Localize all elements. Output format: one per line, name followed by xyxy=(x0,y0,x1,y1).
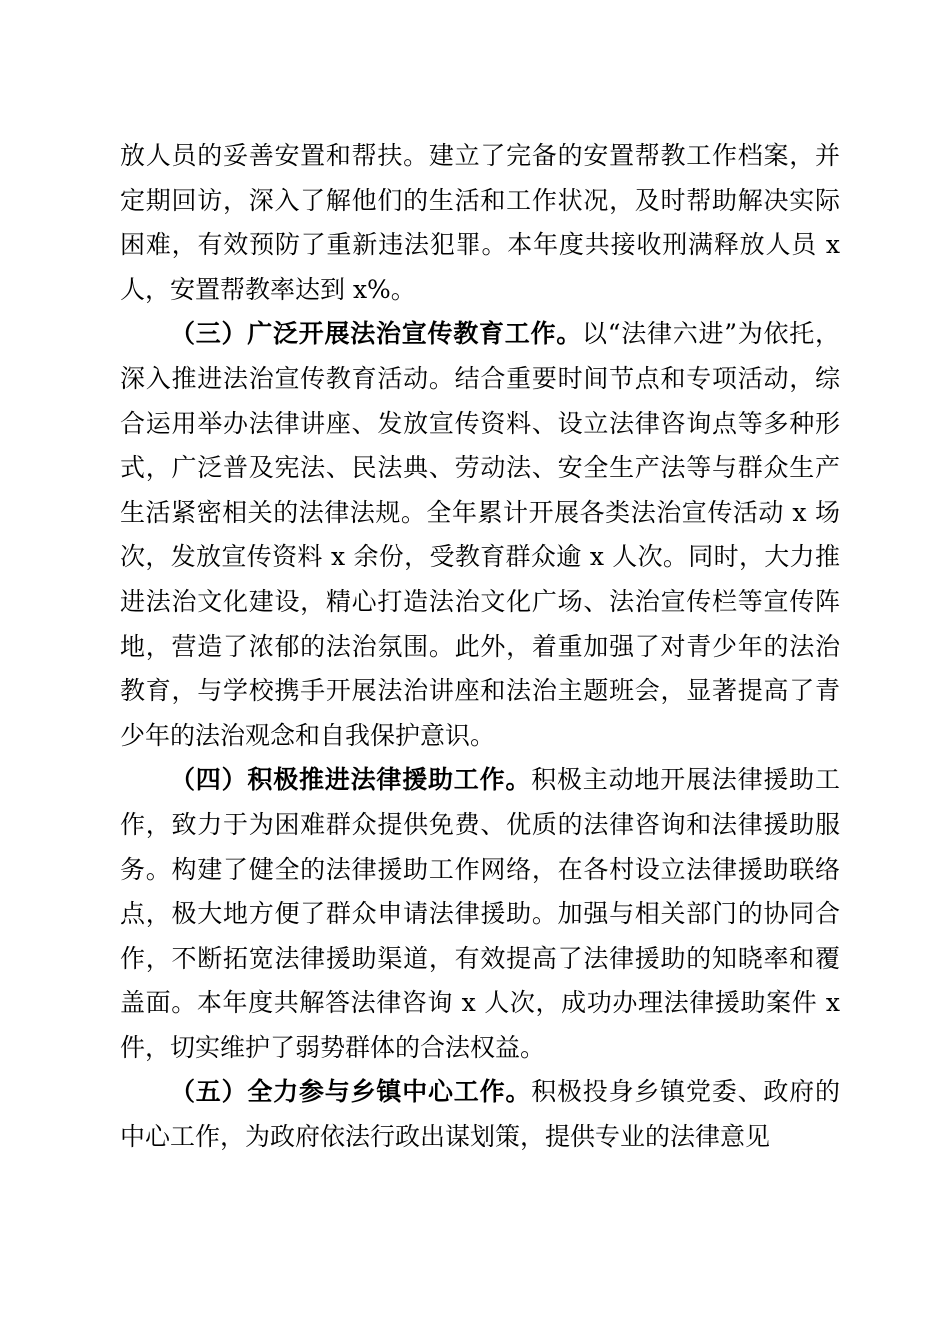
section-heading: （四）积极推进法律援助工作。 xyxy=(170,765,532,795)
paragraph-section-3 xyxy=(120,312,840,758)
paragraph-text: 以“法律六进”为依托，深入推进法治宣传教育活动。结合重要时间节点和专项活动，综合运用举办法律讲座、发放宣传资料、设立法律咨询点等多种形式，广泛普及宪法、民法典、劳动法、安全生产法等与群众生产生活紧密相关的法律法规。全年累计开展各类法治宣传活动 x 场次，发放宣传资料 x 余份，受教育群众逾 x 人次。同时，大力推进法治文化建设，精心打造法治文化广场、法治宣传栏等宣传阵地，营造了浓郁的法治氛围。此外，着重加强了对青少年的法治教育，与学校携手开展法治讲座和法治主题班会，显著提高了青少年的法治观念和自我保护意识。 xyxy=(120,319,841,750)
paragraph-text: 积极主动地开展法律援助工作，致力于为困难群众提供免费、优质的法律咨询和法律援助服务。构建了健全的法律援助工作网络，在各村设立法律援助联络点，极大地方便了群众申请法律援助。加强与相关部门的协同合作，不断拓宽法律援助渠道，有效提高了法律援助的知晓率和覆盖面。本年度共解答法律咨询 x 人次，成功办理法律援助案件 x 件，切实维护了弱势群体的合法权益。 xyxy=(120,765,840,1062)
section-heading: （五）全力参与乡镇中心工作。 xyxy=(170,1077,532,1107)
document-body xyxy=(120,134,840,1160)
paragraph-section-5 xyxy=(120,1070,840,1159)
paragraph-text: 积极投身乡镇党委、政府的中心工作，为政府依法行政出谋划策，提供专业的法律意见 xyxy=(120,1077,840,1152)
section-heading: （三）广泛开展法治宣传教育工作。 xyxy=(170,319,582,349)
paragraph-text: 放人员的妥善安置和帮扶。建立了完备的安置帮教工作档案，并定期回访，深入了解他们的生活和工作状况，及时帮助解决实际困难，有效预防了重新违法犯罪。本年度共接收刑满释放人员 x 人，安置帮教率达到 x%。 xyxy=(120,141,840,304)
paragraph-continuation xyxy=(120,134,840,312)
paragraph-section-4 xyxy=(120,758,840,1070)
